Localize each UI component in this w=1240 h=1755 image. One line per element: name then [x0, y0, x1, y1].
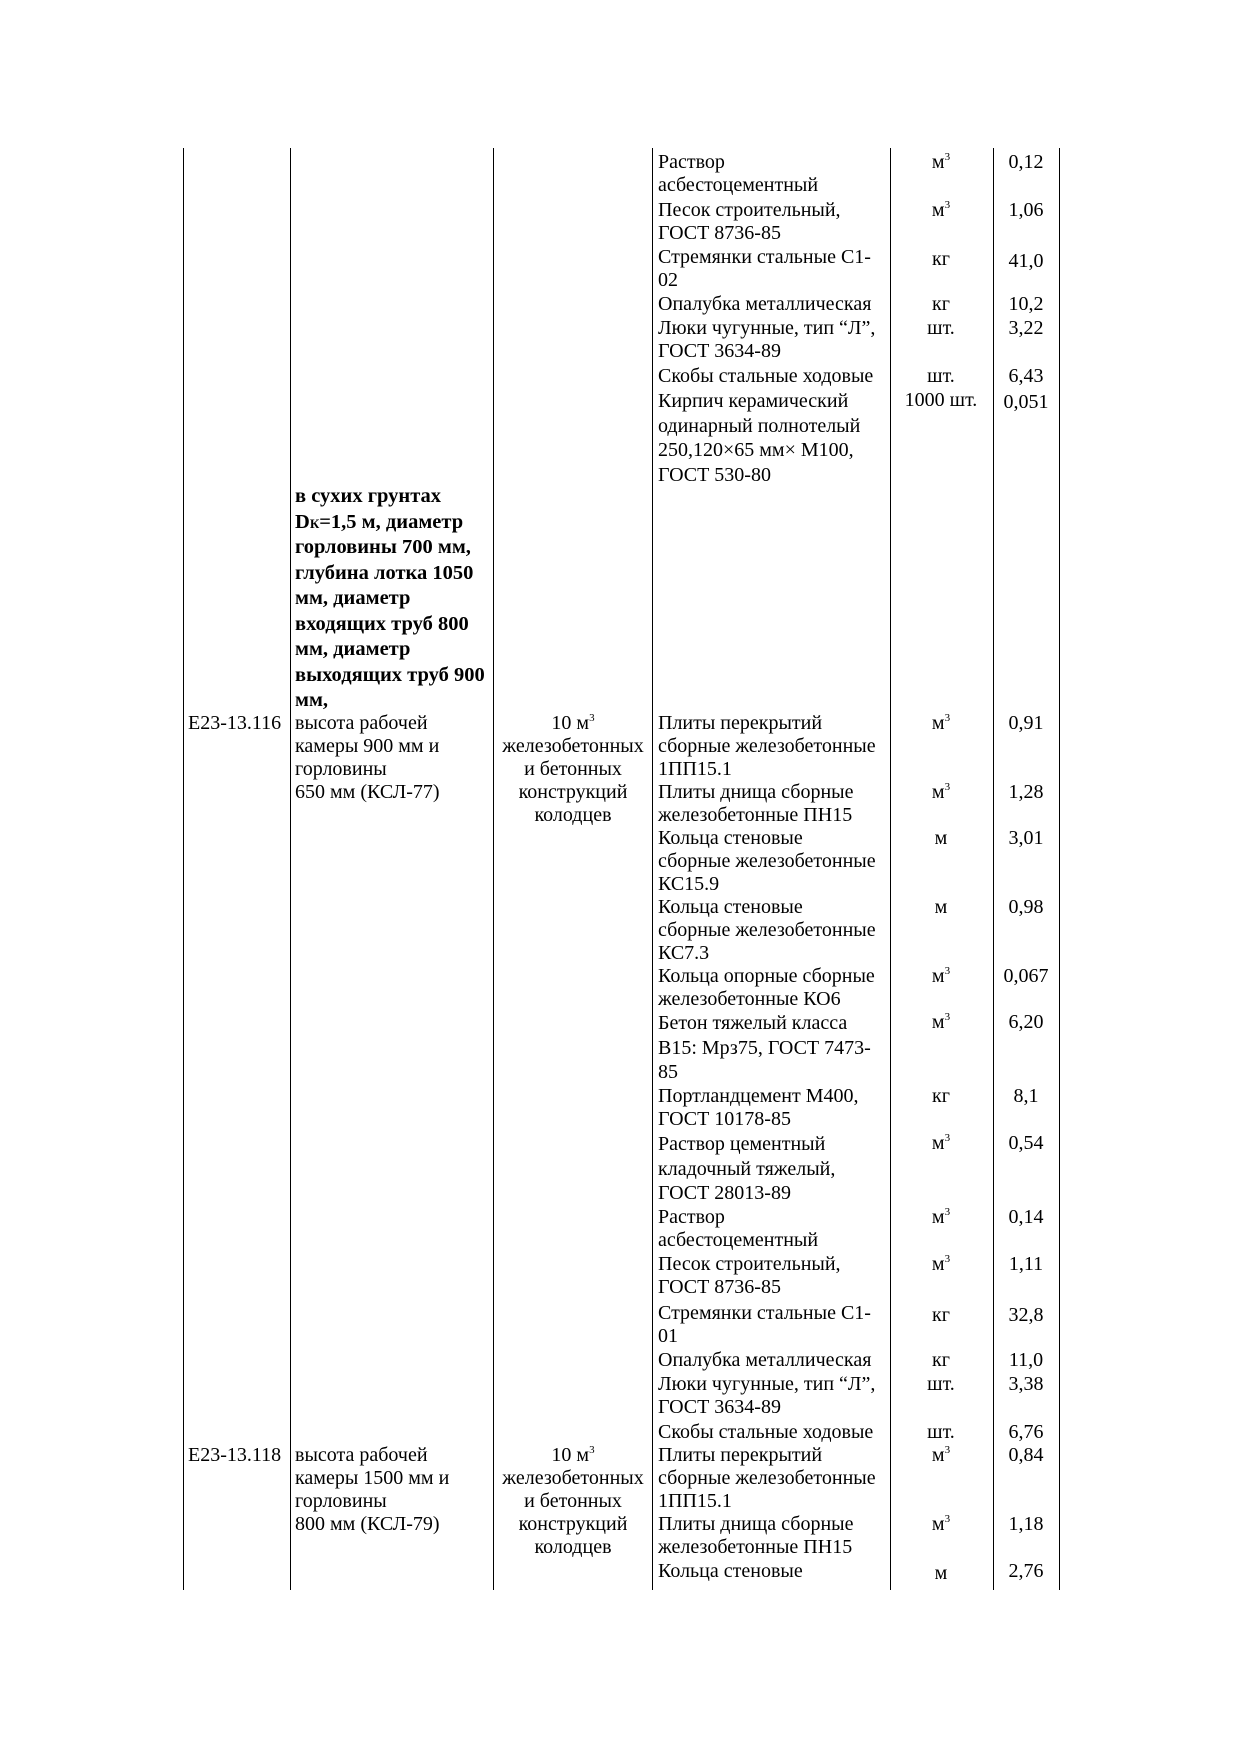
table-border-col4 [890, 148, 891, 1590]
material-qty: 1,18 [1008, 1513, 1044, 1535]
material-name: Опалубка металлическая [658, 293, 872, 315]
material-unit: кг [932, 293, 950, 315]
material-unit: м [934, 1562, 948, 1584]
material-name: Скобы стальные ходовые [658, 365, 874, 387]
material-qty: 0,98 [1008, 896, 1044, 918]
material-qty: 0,12 [1008, 151, 1044, 173]
material-qty: 8,1 [1013, 1085, 1039, 1107]
material-name: Раствор цементный кладочный тяжелый, ГОСТ 28013-89 [658, 1133, 836, 1204]
material-unit: $м^3$ [931, 1132, 951, 1154]
material-qty: 11,0 [1008, 1349, 1044, 1371]
material-name: Люки чугунные, тип “Л”, ГОСТ 3634-89 [658, 317, 876, 362]
material-unit: $м^3$ [931, 1513, 951, 1535]
rate-description: высота рабочей камеры 900 мм и горловины 650 мм (КСЛ-77) [295, 712, 440, 803]
material-unit: кг [932, 248, 950, 270]
material-unit: м [934, 827, 948, 849]
material-name: Люки чугунные, тип “Л”, ГОСТ 3634-89 [658, 1373, 876, 1418]
material-name: Плиты перекрытий сборные железобетонные 1ПП15.1 [658, 712, 876, 780]
rate-description: высота рабочей камеры 1500 мм и горловины 800 мм (КСЛ-79) [295, 1444, 450, 1535]
material-unit: $м^3$ [931, 712, 951, 734]
material-qty: 41,0 [1008, 250, 1044, 272]
material-name: Плиты днища сборные железобетонные ПН15 [658, 1513, 854, 1558]
material-qty: 0,54 [1008, 1132, 1044, 1154]
material-unit: 1000 шт. [904, 389, 978, 411]
material-unit: кг [932, 1304, 950, 1326]
material-name: Раствор асбестоцементный [658, 151, 819, 196]
material-unit: кг [932, 1085, 950, 1107]
material-unit: кг [932, 1349, 950, 1371]
material-qty: 0,84 [1008, 1444, 1044, 1466]
material-qty: 2,76 [1008, 1560, 1044, 1582]
material-name: Бетон тяжелый класса В15: Мрз75, ГОСТ 7473- 85 [658, 1012, 871, 1083]
material-name: Скобы стальные ходовые [658, 1421, 874, 1443]
material-name: Портландцемент М400, ГОСТ 10178-85 [658, 1085, 859, 1130]
material-qty: 1,11 [1008, 1253, 1044, 1275]
table-border-col2 [493, 148, 494, 1590]
material-name: Кольца стеновые сборные железобетонные КС15.9 [658, 827, 876, 895]
material-name: Опалубка металлическая [658, 1349, 872, 1371]
material-name: Кирпич керамический одинарный полнотелый 250,120×65 мм× М100, ГОСТ 530-80 [658, 390, 861, 486]
material-qty: 3,38 [1008, 1373, 1044, 1395]
material-unit: шт. [927, 317, 955, 339]
rate-unit: 10 $м^3$ железобетонных и бетонных конструкций колодцев [502, 712, 644, 826]
material-unit: $м^3$ [931, 151, 951, 173]
material-name: Песок строительный, ГОСТ 8736-85 [658, 199, 841, 244]
material-qty: 6,20 [1008, 1011, 1044, 1033]
material-unit: $м^3$ [931, 1444, 951, 1466]
material-qty: 6,43 [1008, 365, 1044, 387]
material-qty: 10,2 [1008, 293, 1044, 315]
rate-code: Е23-13.118 [188, 1444, 282, 1466]
material-unit: $м^3$ [931, 1253, 951, 1275]
material-qty: 0,91 [1008, 712, 1044, 734]
material-unit: $м^3$ [931, 781, 951, 803]
material-qty: 32,8 [1008, 1304, 1044, 1326]
material-name: Плиты днища сборные железобетонные ПН15 [658, 781, 854, 826]
material-name: Плиты перекрытий сборные железобетонные 1ПП15.1 [658, 1444, 876, 1512]
material-name: Песок строительный, ГОСТ 8736-85 [658, 1253, 841, 1298]
table-border-col3 [652, 148, 653, 1590]
material-name: Стремянки стальные С1- 02 [658, 246, 871, 291]
material-name: Раствор асбестоцементный [658, 1206, 819, 1251]
group-heading: в сухих грунтах DК=1,5 м, диаметр горловины 700 мм, глубина лотка 1050 мм, диаметр входящих труб 800 мм, диаметр выходящих труб 900 мм, [295, 485, 485, 711]
material-unit: шт. [927, 365, 955, 387]
material-unit: $м^3$ [931, 1206, 951, 1228]
material-qty: 3,22 [1008, 317, 1044, 339]
material-qty: 6,76 [1008, 1421, 1044, 1443]
material-qty: 1,06 [1008, 199, 1044, 221]
material-unit: м [934, 896, 948, 918]
material-name: Кольца опорные сборные железобетонные КО6 [658, 965, 875, 1010]
material-unit: $м^3$ [931, 965, 951, 987]
rate-unit: 10 $м^3$ железобетонных и бетонных конструкций колодцев [502, 1444, 644, 1558]
material-qty: 0,067 [1003, 965, 1049, 987]
table-border-col1 [290, 148, 291, 1590]
material-qty: 0,14 [1008, 1206, 1044, 1228]
material-unit: шт. [927, 1421, 955, 1443]
material-name: Стремянки стальные С1- 01 [658, 1302, 871, 1347]
material-name: Кольца стеновые [658, 1560, 803, 1582]
material-unit: шт. [927, 1373, 955, 1395]
material-unit: $м^3$ [931, 1011, 951, 1033]
material-qty: 0,051 [1003, 391, 1049, 413]
material-unit: $м^3$ [931, 199, 951, 221]
rate-code: Е23-13.116 [188, 712, 282, 734]
material-name: Кольца стеновые сборные железобетонные КС7.3 [658, 896, 876, 964]
material-qty: 1,28 [1008, 781, 1044, 803]
material-qty: 3,01 [1008, 827, 1044, 849]
table-border-left [183, 148, 184, 1590]
